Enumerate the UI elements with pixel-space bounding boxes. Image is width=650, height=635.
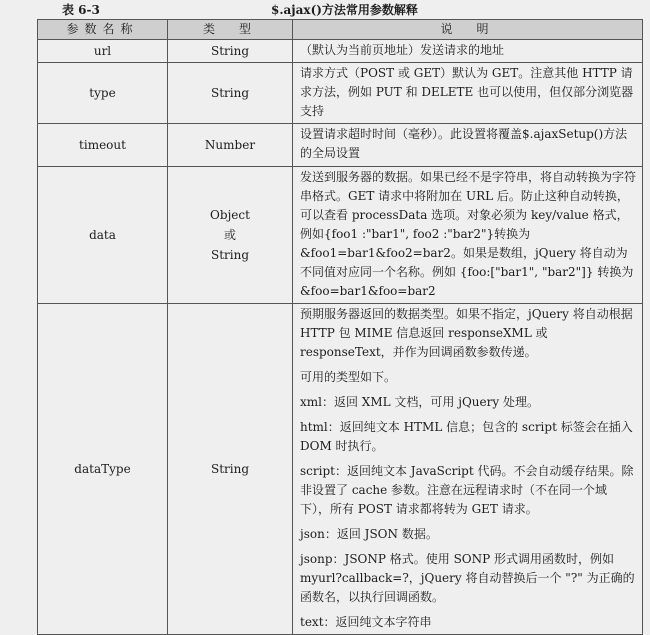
param-description: 请求方式（POST 或 GET）默认为 GET。注意其他 HTTP 请求方法，例如 PUT 和 DELETE 也可以使用，但仅部分浏览器支持 — [293, 63, 643, 124]
type-option: Object — [210, 208, 250, 222]
table-row — [38, 40, 643, 63]
param-type: Number — [168, 124, 293, 167]
param-name: timeout — [38, 124, 168, 167]
param-description: 设置请求超时时间（毫秒）。此设置将覆盖$.ajaxSetup()方法的全局设置 — [293, 124, 643, 167]
table-row — [38, 63, 643, 124]
column-header-description: 说 明 — [293, 20, 643, 40]
param-name: url — [38, 40, 168, 63]
description-paragraph: text：返回纯文本字符串 — [300, 615, 432, 629]
param-type: String — [168, 40, 293, 63]
param-name: type — [38, 63, 168, 124]
header-row — [38, 20, 643, 40]
table-title: $.ajax()方法常用参数解释 — [271, 3, 418, 17]
description-paragraph: 可用的类型如下。 — [300, 370, 397, 384]
param-name: dataType — [38, 304, 168, 635]
description-paragraph: jsonp：JSONP 格式。使用 SONP 形式调用函数时，例如 myurl?callback=?，jQuery 将自动替换后一个 "?" 为正确的函数名，以执行回调函数。 — [300, 552, 635, 604]
table-row — [38, 124, 643, 167]
table-number: 表 6-3 — [62, 3, 100, 17]
param-description: 发送到服务器的数据。如果已经不是字符串，将自动转换为字符串格式。GET 请求中将附加在 URL 后。防止这种自动转换，可以查看 processData 选项。对象必须为 key/value 格式，例如{foo1 :"bar1", foo2 :"bar2"}转换为&foo1=bar1&foo2=bar2。如果是数组，jQuery 将自动为不同值对应同一个名称。例如 {foo:["bar1", "bar2"]} 转换为 &foo=bar1&foo=bar2 — [293, 167, 643, 304]
param-type: String — [168, 304, 293, 635]
table-row — [38, 304, 643, 635]
description-paragraph: xml：返回 XML 文档，可用 jQuery 处理。 — [300, 395, 539, 409]
parameter-table — [37, 19, 643, 635]
column-header-name: 参数名称 — [38, 20, 168, 40]
description-paragraph: html：返回纯文本 HTML 信息；包含的 script 标签会在插入 DOM 时执行。 — [300, 420, 633, 453]
param-type — [168, 167, 293, 304]
description-paragraph: 预期服务器返回的数据类型。如果不指定，jQuery 将自动根据 HTTP 包 MIME 信息返回 responseXML 或 responseText，并作为回调函数参数传递。 — [300, 307, 633, 359]
param-description: （默认为当前页地址）发送请求的地址 — [293, 40, 643, 63]
param-description — [293, 304, 643, 635]
param-name: data — [38, 167, 168, 304]
type-separator: 或 — [223, 228, 236, 242]
type-option: String — [210, 248, 250, 262]
description-paragraph: script：返回纯文本 JavaScript 代码。不会自动缓存结果。除非设置了 cache 参数。注意在远程请求时（不在同一个域下），所有 POST 请求都将转为 GET 请求。 — [300, 464, 634, 516]
table-row — [38, 167, 643, 304]
description-paragraph: json：返回 JSON 数据。 — [300, 527, 438, 541]
column-header-type: 类 型 — [168, 20, 293, 40]
table-caption — [0, 0, 650, 18]
param-type: String — [168, 63, 293, 124]
